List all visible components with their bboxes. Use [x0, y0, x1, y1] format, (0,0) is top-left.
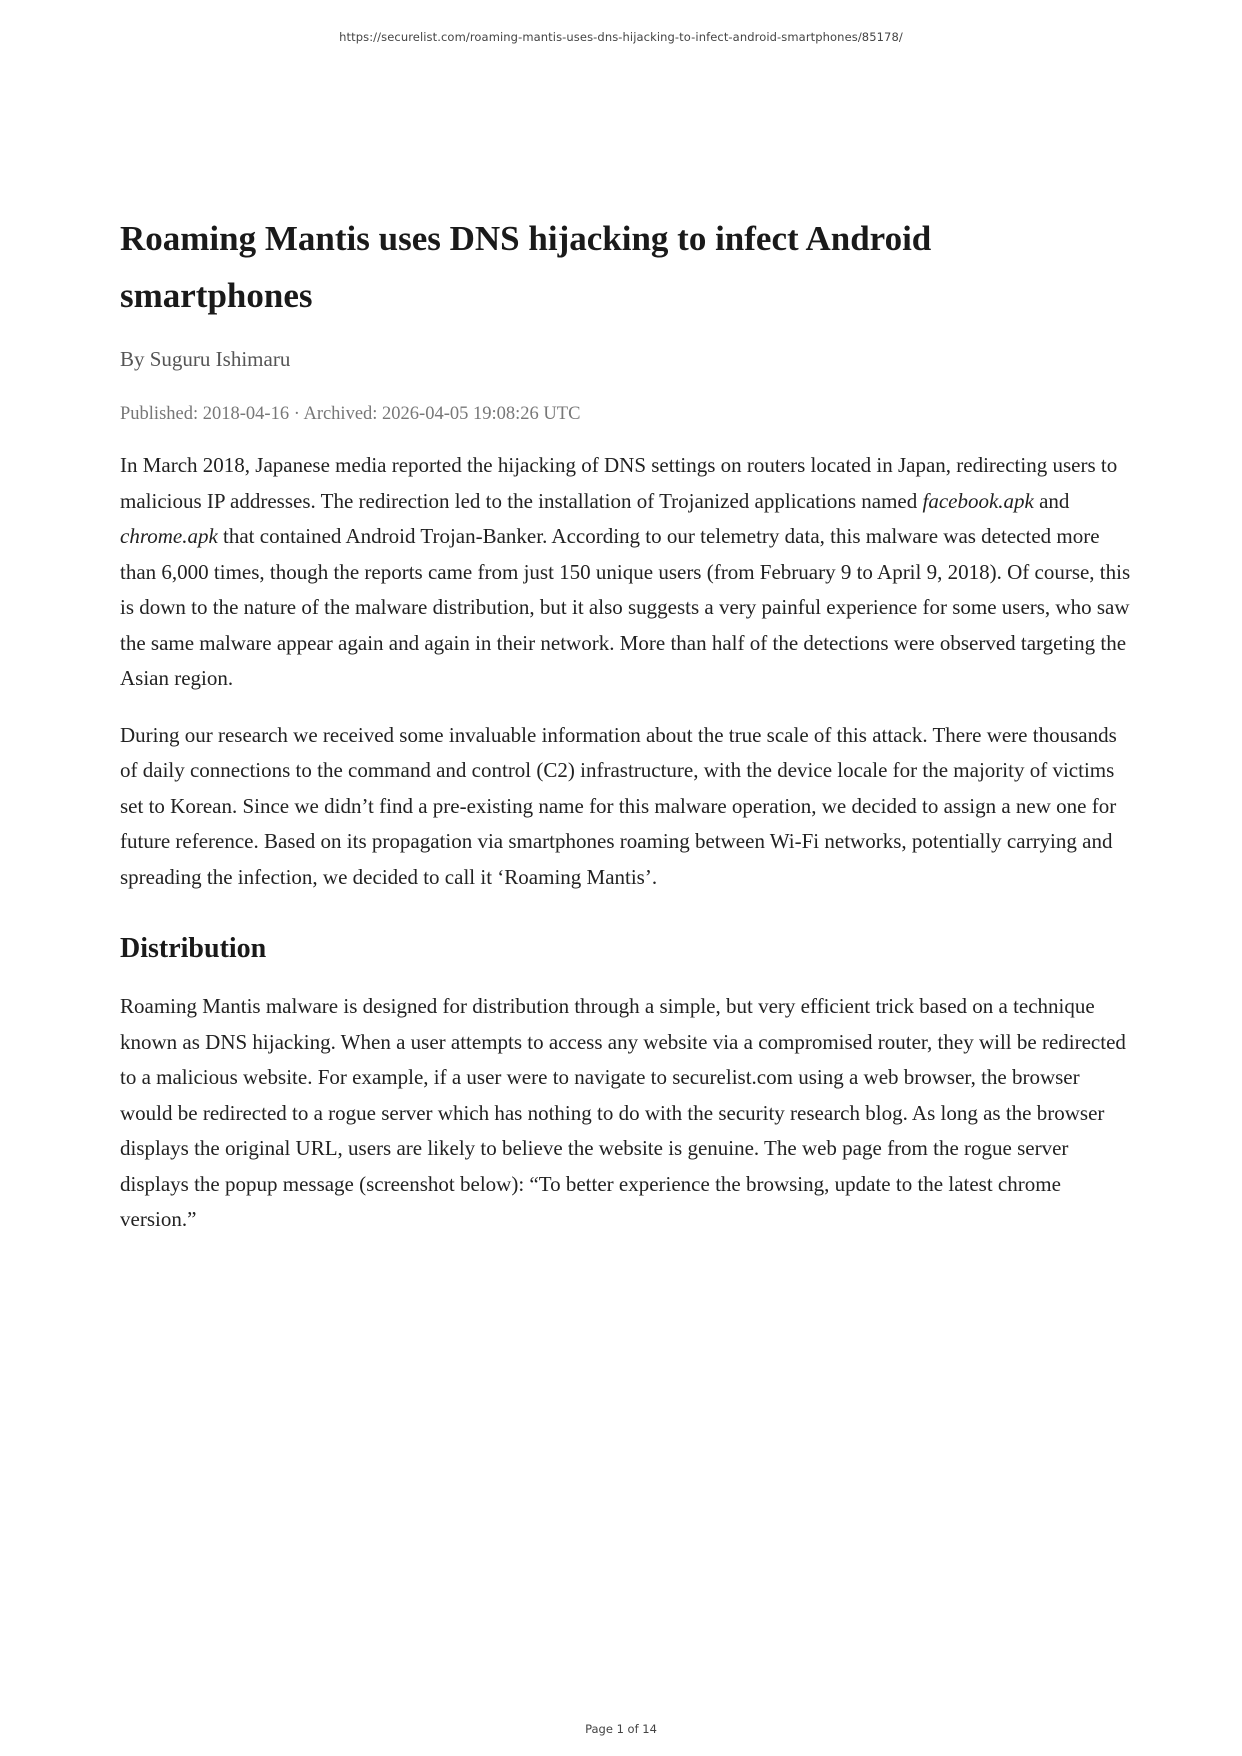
section-heading-distribution: Distribution: [120, 933, 267, 964]
page-url-header: https://securelist.com/roaming-mantis-uses-dns-hijacking-to-infect-android-smartphones/85178/: [339, 30, 903, 44]
article-byline: By Suguru Ishimaru: [120, 347, 291, 371]
filename-chrome-apk: chrome.apk: [120, 524, 218, 548]
paragraph-text: In March 2018, Japanese media reported the hijacking of DNS settings on routers located in Japan, redirecting users to malicious IP addresses. The redirection led to the installation of Trojanized applications named: [120, 453, 1118, 513]
paragraph-text: and: [1033, 488, 1070, 513]
article-paragraph-1: [120, 448, 1132, 697]
article-paragraph-3: Roaming Mantis malware is designed for distribution through a simple, but very efficient trick based on a technique known as DNS hijacking. When a user attempts to access any website via a compromised router, they will be redirected to a malicious website. For example, if a user were to navigate to securelist.com using a web browser, the browser would be redirected to a rogue server which has nothing to do with the security research blog. As long as the browser displays the original URL, users are likely to believe the website is genuine. The web page from the rogue server displays the popup message (screenshot below): “To better experience the browsing, update to the latest chrome version.”: [120, 994, 1126, 1231]
filename-facebook-apk: facebook.apk: [922, 488, 1034, 513]
page-number-footer: Page 1 of 14: [585, 1722, 657, 1736]
article-title: Roaming Mantis uses DNS hijacking to infect Android smartphones: [120, 219, 932, 315]
article: [120, 210, 1132, 1259]
article-meta: Published: 2018-04-16 · Archived: 2026-04-05 19:08:26 UTC: [120, 404, 581, 424]
article-paragraph-2: During our research we received some invaluable information about the true scale of this attack. There were thousands of daily connections to the command and control (C2) infrastructure, with the device locale for the majority of victims set to Korean. Since we didn’t find a pre-existing name for this malware operation, we decided to assign a new one for future reference. Based on its propagation via smartphones roaming between Wi-Fi networks, potentially carrying and spreading the infection, we decided to call it ‘Roaming Mantis’.: [120, 722, 1117, 889]
paragraph-text: that contained Android Trojan-Banker. According to our telemetry data, this malware was detected more than 6,000 times, though the reports came from just 150 unique users (from February 9 to April 9, 2018). Of course, this is down to the nature of the malware distribution, but it also suggests a very painful experience for some users, who saw the same malware appear again and again in their network. More than half of the detections were observed targeting the Asian region.: [120, 524, 1131, 690]
